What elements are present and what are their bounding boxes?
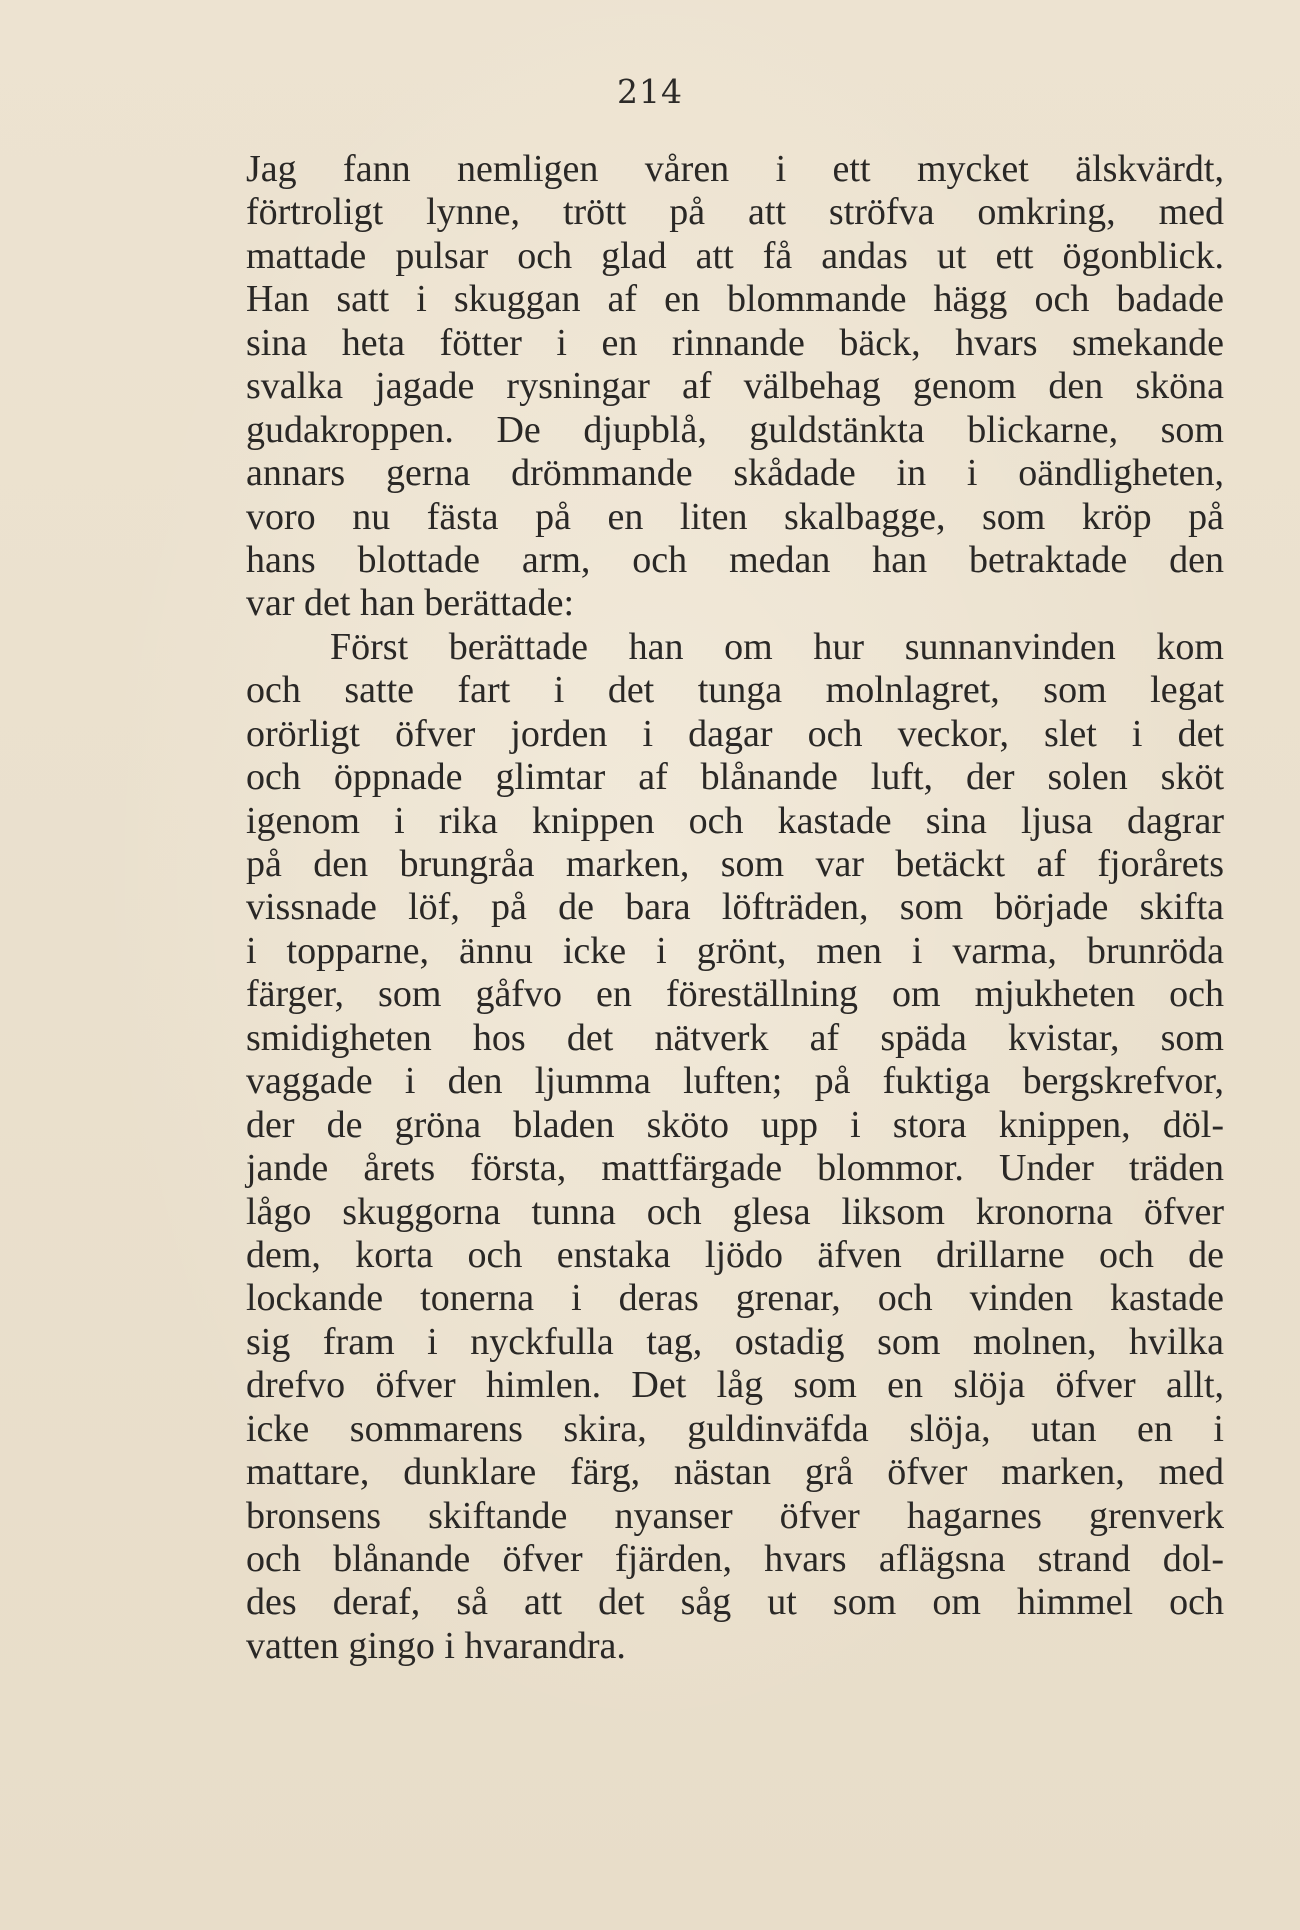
text-line: mattare, dunklare färg, nästan grå öfver marken, med <box>246 1451 1224 1494</box>
paragraph-start-line: Först berättade han om hur sunnanvinden kom <box>330 625 1224 668</box>
text-line: annars gerna drömmande skådade in i oändligheten, <box>246 452 1224 495</box>
text-line: i topparne, ännu icke i grönt, men i varma, brunröda <box>246 929 1224 972</box>
text-line: och öppnade glimtar af blånande luft, der solen sköt <box>246 756 1224 799</box>
text-line: Jag fann nemligen våren i ett mycket älskvärdt, <box>246 148 1224 190</box>
text-line: och blånande öfver fjärden, hvars aflägsna strand dol- <box>246 1538 1224 1580</box>
text-line: gudakroppen. De djupblå, guldstänkta blickarne, som <box>246 408 1224 451</box>
text-line: voro nu fästa på en liten skalbagge, som kröp på <box>246 495 1224 538</box>
text-line: vissnade löf, på de bara löfträden, som började skifta <box>246 886 1224 929</box>
text-line: orörligt öfver jorden i dagar och veckor, slet i det <box>246 712 1224 755</box>
text-line: igenom i rika knippen och kastade sina ljusa dagrar <box>246 799 1224 842</box>
body-text <box>246 148 1224 1668</box>
text-line: förtroligt lynne, trött på att ströfva omkring, med <box>246 191 1224 234</box>
text-line: drefvo öfver himlen. Det låg som en slöja öfver allt, <box>246 1364 1224 1407</box>
text-line: vaggade i den ljumma luften; på fuktiga bergskrefvor, <box>246 1060 1224 1103</box>
page-number: 214 <box>617 72 683 111</box>
text-line: lågo skuggorna tunna och glesa liksom kronorna öfver <box>246 1190 1224 1233</box>
text-line: dem, korta och enstaka ljödo äfven drillarne och de <box>246 1233 1224 1276</box>
text-line: sina heta fötter i en rinnande bäck, hvars smekande <box>246 321 1224 364</box>
text-line: icke sommarens skira, guldinväfda slöja, utan en i <box>246 1407 1224 1450</box>
text-line: smidigheten hos det nätverk af späda kvistar, som <box>246 1016 1224 1059</box>
text-line: Han satt i skuggan af en blommande hägg och badade <box>246 278 1224 321</box>
text-line: bronsens skiftande nyanser öfver hagarnes grenverk <box>246 1494 1224 1537</box>
text-line: färger, som gåfvo en föreställning om mjukheten och <box>246 973 1224 1016</box>
text-line: på den brungråa marken, som var betäckt af fjorårets <box>246 843 1224 885</box>
text-line: sig fram i nyckfulla tag, ostadig som molnen, hvilka <box>246 1320 1224 1363</box>
text-line: och satte fart i det tunga molnlagret, som legat <box>246 669 1224 712</box>
text-line: jande årets första, mattfärgade blommor. Under träden <box>246 1147 1224 1190</box>
text-line: svalka jagade rysningar af välbehag genom den sköna <box>246 365 1224 408</box>
text-line: vatten gingo i hvarandra. <box>246 1624 626 1667</box>
text-line: hans blottade arm, och medan han betraktade den <box>246 538 1224 581</box>
text-line: var det han berättade: <box>246 582 575 625</box>
text-line: lockande tonerna i deras grenar, och vinden kastade <box>246 1277 1224 1320</box>
text-line: der de gröna bladen sköto upp i stora knippen, döl- <box>246 1103 1224 1146</box>
text-line: des deraf, så att det såg ut som om himmel och <box>246 1581 1224 1624</box>
text-line: mattade pulsar och glad att få andas ut ett ögonblick. <box>246 234 1224 277</box>
